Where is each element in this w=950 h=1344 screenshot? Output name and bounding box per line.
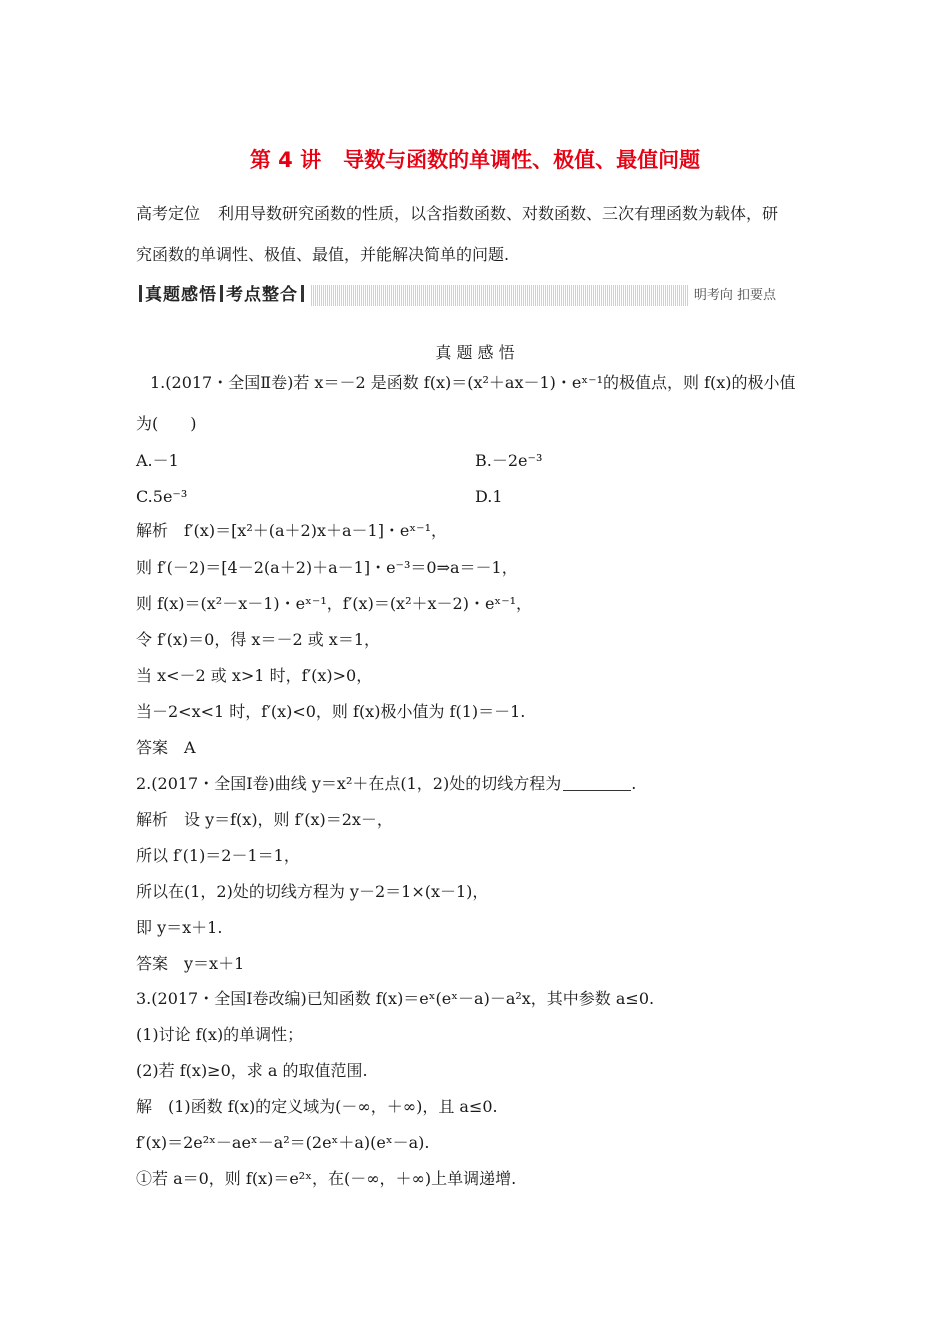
q2-stem: 2.(2017・全国Ⅰ卷)曲线 y＝x²＋在点(1，2)处的切线方程为 . [136, 774, 637, 793]
q3-part-1: (1)讨论 f(x)的单调性； [136, 1025, 304, 1044]
q3-solution-2: f′(x)＝2e²ˣ－aeˣ－a²＝(2eˣ＋a)(eˣ－a). [136, 1133, 430, 1152]
banner-label [136, 285, 311, 306]
lecture-title [0, 144, 950, 174]
q1-option-b: B.－2e⁻³ [475, 451, 543, 470]
q1-solution-1: 解析 f′(x)＝[x²＋(a＋2)x＋a－1]・eˣ⁻¹， [136, 521, 448, 540]
q1-answer: 答案 A [136, 738, 196, 757]
banner-tab-zhenti: 真题感悟 [145, 285, 217, 305]
q1-solution-5: 当 x<－2 或 x>1 时，f′(x)>0， [136, 666, 373, 685]
q3-solution-1: 解 (1)函数 f(x)的定义域为(－∞，＋∞)，且 a≤0. [136, 1097, 498, 1116]
q1-option-c: C.5e⁻³ [136, 487, 188, 506]
q3-solution-3: ①若 a＝0，则 f(x)＝e²ˣ，在(－∞，＋∞)上单调递增. [136, 1169, 517, 1188]
q1-solution-4: 令 f′(x)＝0，得 x＝－2 或 x＝1， [136, 630, 380, 649]
q1-solution-3: 则 f(x)＝(x²－x－1)・eˣ⁻¹，f′(x)＝(x²＋x－2)・eˣ⁻¹， [136, 594, 533, 613]
q2-solution-3: 所以在(1，2)处的切线方程为 y－2＝1×(x－1)， [136, 882, 489, 901]
banner-subtitle: 明考向 扣要点 [688, 285, 806, 306]
q2-solution-1: 解析 设 y＝f(x)，则 f′(x)＝2x－， [136, 810, 393, 829]
q2-answer: 答案 y＝x＋1 [136, 954, 245, 973]
q1-option-d: D.1 [475, 487, 503, 506]
intro-line-2: 究函数的单调性、极值、最值，并能解决简单的问题. [136, 245, 510, 264]
q3-stem: 3.(2017・全国Ⅰ卷改编)已知函数 f(x)＝eˣ(eˣ－a)－a²x，其中参数 a≤0. [136, 989, 655, 1008]
q3-part-2: (2)若 f(x)≥0，求 a 的取值范围. [136, 1061, 368, 1080]
banner-tab-kaodian: 考点整合 [226, 285, 298, 305]
q2-solution-2: 所以 f′(1)＝2－1＝1， [136, 846, 300, 865]
intro-line-1: 高考定位 利用导数研究函数的性质，以含指数函数、对数函数、三次有理函数为载体，研 [136, 204, 779, 223]
q2-solution-4: 即 y＝x＋1. [136, 918, 223, 937]
q1-stem-2: 为( ) [136, 414, 197, 433]
answer-blank [563, 776, 631, 791]
intro-label: 高考定位 [136, 204, 201, 223]
q1-option-a: A.－1 [136, 451, 179, 470]
lecture-number: 第 4 讲 [249, 148, 322, 172]
lecture-topic: 导数与函数的单调性、极值、最值问题 [343, 148, 701, 172]
q1-stem-1: 1.(2017・全国Ⅱ卷)若 x＝－2 是函数 f(x)＝(x²＋ax－1)・eˣ⁻¹的极值点，则 f(x)的极小值 [150, 373, 796, 392]
q1-solution-2: 则 f′(－2)＝[4－2(a＋2)＋a－1]・e⁻³＝0⇒a＝－1， [136, 558, 518, 577]
q1-solution-6: 当－2<x<1 时，f′(x)<0，则 f(x)极小值为 f(1)＝－1. [136, 702, 526, 721]
section-heading: 真 题 感 悟 [435, 343, 515, 362]
section-banner [136, 285, 806, 306]
